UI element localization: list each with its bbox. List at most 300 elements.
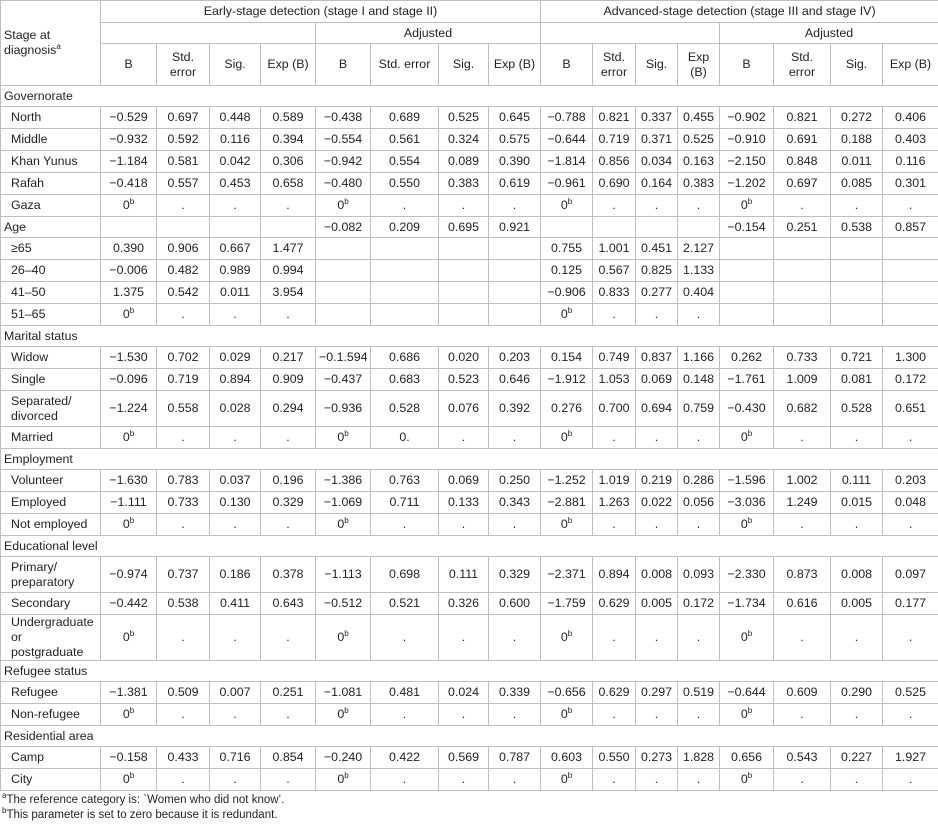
row-label: Secondary [1,593,101,615]
table-cell: . [261,769,316,791]
table-cell: . [678,615,720,661]
redundant-marker: b [567,628,573,638]
table-cell: 0.007 [210,682,261,704]
table-cell: 0.209 [371,217,439,238]
table-cell [316,514,371,536]
table-cell: 1.019 [593,470,636,492]
table-cell: 0.656 [720,747,774,769]
table-cell: 0.337 [636,107,678,129]
table-cell: . [636,427,678,449]
table-cell: 1.133 [678,260,720,282]
table-cell: . [636,704,678,726]
table-cell: 0.343 [489,492,541,514]
row-label: Employed [1,492,101,514]
zero-value: 0 [740,630,748,644]
table-cell: 0.076 [439,391,489,427]
table-cell: 0.404 [678,282,720,304]
footnote-a [2,793,938,808]
table-cell [316,260,371,282]
table-cell [720,282,774,304]
column-header-12: Exp (B) [678,44,720,86]
table-cell: 1.249 [774,492,831,514]
table-cell: 0.528 [371,391,439,427]
table-cell: −1.912 [541,369,593,391]
table-cell: 0.519 [678,682,720,704]
table-cell: 0.203 [883,470,938,492]
zero-value: 0 [122,630,130,644]
table-cell: −0.158 [101,747,157,769]
table-cell [541,769,593,791]
table-cell [371,304,439,326]
table-cell: 0.163 [678,151,720,173]
section-row [1,326,938,347]
table-cell: . [883,514,938,536]
table-cell: −1.759 [541,593,593,615]
redundant-marker: b [129,305,135,315]
redundant-marker: b [129,770,135,780]
table-cell: 0.575 [489,129,541,151]
row-label: Rafah [1,173,101,195]
table-cell: 0.116 [883,151,938,173]
table-cell: 0.749 [593,347,636,369]
column-header-6: Std. error [371,44,439,86]
table-cell [883,238,938,260]
table-cell: . [831,427,883,449]
row-label: Refugee [1,682,101,704]
table-cell: 0.294 [261,391,316,427]
footnotes [0,793,938,823]
redundant-marker: b [567,428,573,438]
table-cell: . [489,195,541,217]
advanced-stage-header: Advanced-stage detection (stage III and stage IV) [541,1,938,23]
zero-value: 0 [122,430,130,444]
table-cell: 0.525 [883,682,938,704]
row-label: Separated/ divorced [1,391,101,427]
zero-value: 0 [740,198,748,212]
table-cell: 0.542 [157,282,210,304]
table-cell: . [489,427,541,449]
table-cell [371,238,439,260]
table-cell: 0.645 [489,107,541,129]
table-cell: 0.733 [774,347,831,369]
table-cell [101,427,157,449]
redundant-marker: b [567,705,573,715]
table-cell: . [157,615,210,661]
table-cell: . [210,615,261,661]
redundant-marker: b [747,515,753,525]
zero-value: 0 [740,430,748,444]
table-cell: 0.217 [261,347,316,369]
table-cell: 0.125 [541,260,593,282]
footnote-b-mark: b [2,806,7,816]
row-label: 41–50 [1,282,101,304]
column-header-9: B [541,44,593,86]
table-cell: −1.111 [101,492,157,514]
table-cell: 0.521 [371,593,439,615]
table-cell: 0.403 [883,129,938,151]
footnote-a-mark: a [2,791,7,801]
row-label: Gaza [1,195,101,217]
table-cell: 0.130 [210,492,261,514]
table-cell: 0.646 [489,369,541,391]
table-cell [261,217,316,238]
table-cell: 0.186 [210,557,261,593]
table-cell [316,704,371,726]
redundant-marker: b [567,196,573,206]
table-cell: 0.589 [261,107,316,129]
table-cell: 0.691 [774,129,831,151]
table-cell: 0.759 [678,391,720,427]
zero-value: 0 [740,517,748,531]
redundant-marker: b [344,628,349,638]
table-cell: −1.113 [316,557,371,593]
table-cell: 0.085 [831,173,883,195]
table-cell: . [489,615,541,661]
table-cell: 0.698 [371,557,439,593]
table-row [1,369,938,391]
table-row [1,129,938,151]
table-cell: 0.833 [593,282,636,304]
table-cell: . [371,195,439,217]
row-label: ≥65 [1,238,101,260]
table-cell: −1.761 [720,369,774,391]
table-cell [316,304,371,326]
table-cell: 0.600 [489,593,541,615]
row-label: Not employed [1,514,101,536]
table-cell [541,514,593,536]
table-cell [157,217,210,238]
table-cell [720,260,774,282]
table-cell: 0.177 [883,593,938,615]
table-cell: . [210,304,261,326]
table-cell: . [439,514,489,536]
table-row [1,347,938,369]
table-cell: −0.438 [316,107,371,129]
zero-value: 0 [560,198,568,212]
row-label: Volunteer [1,470,101,492]
table-cell: −1.596 [720,470,774,492]
table-cell: 0.448 [210,107,261,129]
early-adjusted-header: Adjusted [316,23,541,44]
table-cell: . [831,514,883,536]
table-cell [316,238,371,260]
table-cell [774,238,831,260]
table-cell [883,260,938,282]
table-cell: 0.172 [883,369,938,391]
redundant-marker: b [567,305,573,315]
table-cell: −1.081 [316,682,371,704]
table-cell [541,304,593,326]
table-cell: −0.910 [720,129,774,151]
table-cell: 0.702 [157,347,210,369]
redundant-marker: b [344,770,349,780]
table-cell: 0.455 [678,107,720,129]
redundant-marker: b [129,628,135,638]
table-cell: 0.037 [210,470,261,492]
table-cell: 0.700 [593,391,636,427]
table-cell: 1.001 [593,238,636,260]
table-cell: . [774,769,831,791]
table-row [1,769,938,791]
column-header-7: Sig. [439,44,489,86]
section-row [1,449,938,470]
table-cell: −1.202 [720,173,774,195]
table-cell [316,769,371,791]
table-cell: . [883,769,938,791]
table-cell: 0.251 [774,217,831,238]
table-cell [439,282,489,304]
zero-value: 0 [560,707,568,721]
table-cell: 0.894 [210,369,261,391]
table-cell: 0.089 [439,151,489,173]
table-cell: 0.550 [371,173,439,195]
table-cell: . [439,427,489,449]
table-cell: −2.330 [720,557,774,593]
table-cell [636,217,678,238]
table-cell: . [489,769,541,791]
table-cell: . [157,704,210,726]
table-cell: 0.081 [831,369,883,391]
section-row [1,536,938,557]
table-cell: 0.008 [636,557,678,593]
table-cell: 0.690 [593,173,636,195]
table-cell: 0.629 [593,593,636,615]
table-row [1,514,938,536]
table-cell: 0.290 [831,682,883,704]
table-cell: 0.848 [774,151,831,173]
early-unadjusted-spacer [101,23,316,44]
table-cell: 1.477 [261,238,316,260]
zero-value: 0 [122,307,130,321]
table-cell [720,427,774,449]
table-cell [101,304,157,326]
table-cell: 1.009 [774,369,831,391]
table-cell [720,514,774,536]
table-cell: 0.538 [831,217,883,238]
table-cell: 0.306 [261,151,316,173]
table-cell: . [593,304,636,326]
table-cell: . [883,427,938,449]
table-cell: 0.297 [636,682,678,704]
table-cell [101,615,157,661]
table-cell: 0.005 [636,593,678,615]
table-cell: 0.873 [774,557,831,593]
table-cell: −0.1.594 [316,347,371,369]
table-cell: 0.069 [439,470,489,492]
table-cell [720,704,774,726]
table-cell: 0.697 [157,107,210,129]
table-cell: 0.550 [593,747,636,769]
table-cell: 0.326 [439,593,489,615]
table-cell [720,195,774,217]
table-cell: 1.828 [678,747,720,769]
table-cell: . [831,615,883,661]
row-label: Single [1,369,101,391]
table-cell: . [883,704,938,726]
redundant-marker: b [747,770,753,780]
table-cell: 0.371 [636,129,678,151]
table-row [1,238,938,260]
stage-header-sup: a [56,41,61,51]
table-cell: 0.682 [774,391,831,427]
table-cell [774,260,831,282]
table-cell: 0.667 [210,238,261,260]
table-row [1,260,938,282]
table-cell: . [261,615,316,661]
table-cell: −0.006 [101,260,157,282]
table-cell: 0.719 [593,129,636,151]
table-cell: . [261,304,316,326]
table-cell: −0.656 [541,682,593,704]
redundant-marker: b [344,515,349,525]
table-cell: 0.689 [371,107,439,129]
table-cell: 0.856 [593,151,636,173]
table-cell: −0.430 [720,391,774,427]
table-cell [831,282,883,304]
table-cell: . [593,615,636,661]
zero-value: 0 [560,307,568,321]
table-cell: 0.273 [636,747,678,769]
redundant-marker: b [344,705,349,715]
table-cell: 0.022 [636,492,678,514]
table-cell: −0.644 [541,129,593,151]
table-cell: 0.509 [157,682,210,704]
section-title: Age [1,217,101,238]
table-cell: −1.530 [101,347,157,369]
table-row [1,615,938,661]
table-cell: 0.658 [261,173,316,195]
section-title: Refugee status [1,661,938,682]
table-cell: 0.854 [261,747,316,769]
table-cell [541,195,593,217]
table-cell [101,514,157,536]
table-cell: 0.906 [157,238,210,260]
table-cell: . [489,704,541,726]
row-label: Middle [1,129,101,151]
table-cell [316,282,371,304]
zero-value: 0 [337,630,345,644]
table-cell: −0.936 [316,391,371,427]
table-cell: 0.643 [261,593,316,615]
table-cell: 0.203 [489,347,541,369]
table-cell: 0.695 [439,217,489,238]
table-cell: . [678,427,720,449]
table-cell: . [210,704,261,726]
table-cell: . [157,514,210,536]
table-cell: . [636,195,678,217]
table-cell: . [210,195,261,217]
table-cell: . [678,514,720,536]
table-cell: 0.989 [210,260,261,282]
table-cell [101,195,157,217]
column-header-13: B [720,44,774,86]
table-cell: 0.694 [636,391,678,427]
table-cell [720,238,774,260]
table-cell: 0.056 [678,492,720,514]
table-cell [720,615,774,661]
table-cell [541,427,593,449]
table-cell [883,282,938,304]
table-cell: −1.814 [541,151,593,173]
table-cell: 0.481 [371,682,439,704]
table-cell: −0.961 [541,173,593,195]
table-cell: −0.529 [101,107,157,129]
table-cell: 0.011 [831,151,883,173]
table-cell: −0.512 [316,593,371,615]
row-label: Non-refugee [1,704,101,726]
table-cell [101,704,157,726]
table-cell [541,217,593,238]
table-row [1,557,938,593]
table-cell [489,238,541,260]
table-cell: 0.286 [678,470,720,492]
table-cell: −0.082 [316,217,371,238]
table-cell: −0.418 [101,173,157,195]
section-title: Residential area [1,726,938,747]
table-cell: . [831,769,883,791]
table-cell: −2.150 [720,151,774,173]
column-header-11: Sig. [636,44,678,86]
table-cell: . [678,704,720,726]
table-cell: −0.942 [316,151,371,173]
table-cell [678,217,720,238]
table-cell: 0.787 [489,747,541,769]
zero-value: 0 [740,772,748,786]
table-cell: . [261,704,316,726]
table-cell: 1.300 [883,347,938,369]
table-cell [489,260,541,282]
table-cell: . [593,195,636,217]
table-cell: 0.755 [541,238,593,260]
table-row [1,195,938,217]
table-cell: 0.821 [593,107,636,129]
section-row [1,86,938,107]
table-row [1,282,938,304]
table-cell: 0.453 [210,173,261,195]
table-cell: . [371,514,439,536]
table-cell: 0.015 [831,492,883,514]
column-header-14: Std. error [774,44,831,86]
table-cell: . [210,427,261,449]
table-cell: 0.008 [831,557,883,593]
table-cell: −0.788 [541,107,593,129]
row-label: Camp [1,747,101,769]
table-cell: 0.406 [883,107,938,129]
table-cell: 0.329 [261,492,316,514]
table-cell: 0.721 [831,347,883,369]
table-cell: 0.188 [831,129,883,151]
table-cell [831,260,883,282]
table-cell: . [439,769,489,791]
table-cell: 0.554 [371,151,439,173]
table-cell: −1.224 [101,391,157,427]
table-cell: 0.616 [774,593,831,615]
table-cell: −1.734 [720,593,774,615]
table-cell: 0.651 [883,391,938,427]
table-cell [720,304,774,326]
table-cell: 0.383 [439,173,489,195]
column-header-1: B [101,44,157,86]
table-cell: −0.442 [101,593,157,615]
table-cell: . [593,769,636,791]
table-cell: 2.127 [678,238,720,260]
table-cell: . [636,514,678,536]
table-cell: 0.525 [439,107,489,129]
table-cell: 0.543 [774,747,831,769]
zero-value: 0 [122,772,130,786]
table-cell [541,615,593,661]
table-cell: 0.697 [774,173,831,195]
